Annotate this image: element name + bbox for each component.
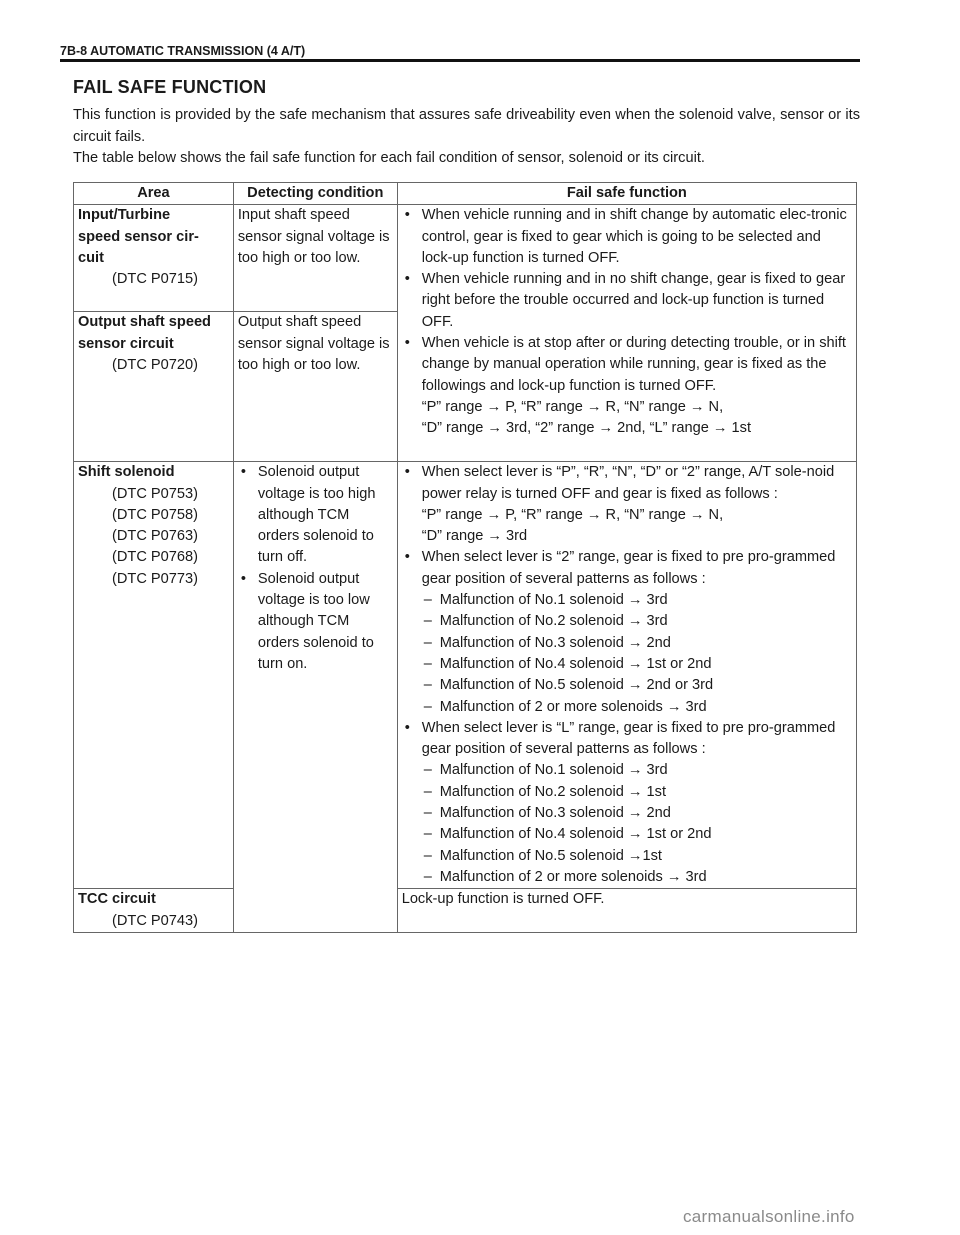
malfunction-item: – Malfunction of No.4 solenoid → 1st or 2nd <box>422 824 852 845</box>
range-line: “P” range → P, “R” range → R, “N” range → N, <box>421 506 724 523</box>
header-detecting-condition: Detecting condition <box>233 183 397 205</box>
malfunction-item: – Malfunction of No.1 solenoid → 3rd <box>422 590 852 611</box>
malfunction-item: – Malfunction of 2 or more solenoids → 3rd <box>422 697 852 718</box>
dtc-code: (DTC P0763) <box>112 528 198 545</box>
area-title: speed sensor cir- <box>78 228 199 245</box>
range-line: “D” range → 3rd <box>421 528 528 545</box>
area-title: cuit <box>78 249 104 266</box>
fail-safe-text: When vehicle is at stop after or during detecting trouble, or in shift change by manual operation while running, gear is fixed as the followings and lock-up function is turned OFF. <box>421 335 846 394</box>
area-title: sensor circuit <box>78 335 174 352</box>
malfunction-item: – Malfunction of No.3 solenoid → 2nd <box>422 633 852 654</box>
range-line: “P” range → P, “R” range → R, “N” range → N, <box>421 398 724 415</box>
condition-cell: Output shaft speed sensor signal voltage is too high or too low. <box>233 312 397 462</box>
dtc-code: (DTC P0743) <box>112 912 198 929</box>
condition-cell: Input shaft speed sensor signal voltage is too high or too low. <box>233 205 397 312</box>
table-header-row <box>74 183 857 205</box>
table-row <box>74 462 857 889</box>
header-area: Area <box>74 183 234 205</box>
fail-safe-text: When select lever is “P”, “R”, “N”, “D” or “2” range, A/T sole-noid power relay is turned OFF and gear is fixed as follows : <box>421 464 835 502</box>
fail-safe-cell <box>397 205 856 462</box>
fail-safe-bullet <box>402 547 852 717</box>
section-title: FAIL SAFE FUNCTION <box>73 77 267 97</box>
malfunction-item: – Malfunction of No.2 solenoid → 3rd <box>422 611 852 632</box>
condition-bullet: • Solenoid output voltage is too high although TCM orders solenoid to turn off. <box>238 462 393 568</box>
watermark: carmanualsonline.info <box>683 1207 855 1226</box>
area-title: TCC circuit <box>78 891 156 908</box>
dtc-code: (DTC P0768) <box>112 549 198 566</box>
area-cell <box>74 462 234 889</box>
dtc-code: (DTC P0758) <box>112 506 198 523</box>
malfunction-item: – Malfunction of No.2 solenoid → 1st <box>422 782 852 803</box>
page-header-text: 7B-8 AUTOMATIC TRANSMISSION (4 A/T) <box>60 44 306 58</box>
condition-bullet: • Solenoid output voltage is too low although TCM orders solenoid to turn on. <box>238 569 393 675</box>
malfunction-item: – Malfunction of No.3 solenoid → 2nd <box>422 803 852 824</box>
table-row <box>74 889 857 933</box>
dtc-code: (DTC P0753) <box>112 485 198 502</box>
dtc-code: (DTC P0715) <box>112 271 198 288</box>
area-title: Input/Turbine <box>78 207 171 224</box>
area-title: Shift solenoid <box>78 464 175 481</box>
malfunction-item: – Malfunction of 2 or more solenoids → 3rd <box>422 867 852 888</box>
malfunction-item: – Malfunction of No.4 solenoid → 1st or 2nd <box>422 654 852 675</box>
area-cell <box>74 889 234 933</box>
fail-safe-bullet <box>402 718 852 888</box>
fail-safe-cell <box>397 462 856 889</box>
header-rule <box>60 59 860 62</box>
area-title: Output shaft speed <box>78 314 211 331</box>
intro-paragraph-1: This function is provided by the safe mechanism that assures safe driveability even when the solenoid valve, sensor or its circuit fails. <box>73 107 860 145</box>
area-cell <box>74 312 234 462</box>
area-cell <box>74 205 234 312</box>
malfunction-item: – Malfunction of No.5 solenoid → 2nd or 3rd <box>422 675 852 696</box>
header-fail-safe-function: Fail safe function <box>397 183 856 205</box>
fail-safe-bullet <box>402 462 852 547</box>
fail-safe-text: When select lever is “L” range, gear is fixed to pre pro-grammed gear position of several patterns as follows : <box>421 719 836 758</box>
fail-safe-text: When select lever is “2” range, gear is fixed to pre pro-grammed gear position of several patterns as follows : <box>421 549 836 587</box>
range-line: “D” range → 3rd, “2” range → 2nd, “L” range → 1st <box>421 420 752 437</box>
fail-safe-cell: Lock-up function is turned OFF. <box>397 889 856 933</box>
malfunction-item: – Malfunction of No.1 solenoid → 3rd <box>422 760 852 781</box>
intro-paragraph-2: The table below shows the fail safe function for each fail condition of sensor, solenoid or its circuit. <box>73 150 705 166</box>
fail-safe-bullet <box>402 333 852 439</box>
fail-safe-bullet: • When vehicle running and in shift change by automatic elec-tronic control, gear is fixed to gear which is going to be selected and lock-up function is turned OFF. <box>402 205 852 269</box>
page-header <box>60 44 860 58</box>
dtc-code: (DTC P0773) <box>112 570 198 587</box>
condition-cell <box>233 462 397 933</box>
fail-safe-table <box>73 182 857 933</box>
dtc-code: (DTC P0720) <box>112 356 198 373</box>
table-row <box>74 205 857 312</box>
fail-safe-bullet: • When vehicle running and in no shift change, gear is fixed to gear right before the trouble occurred and lock-up function is turned OFF. <box>402 269 852 333</box>
malfunction-item: – Malfunction of No.5 solenoid →1st <box>422 846 852 867</box>
intro-text <box>73 105 860 170</box>
